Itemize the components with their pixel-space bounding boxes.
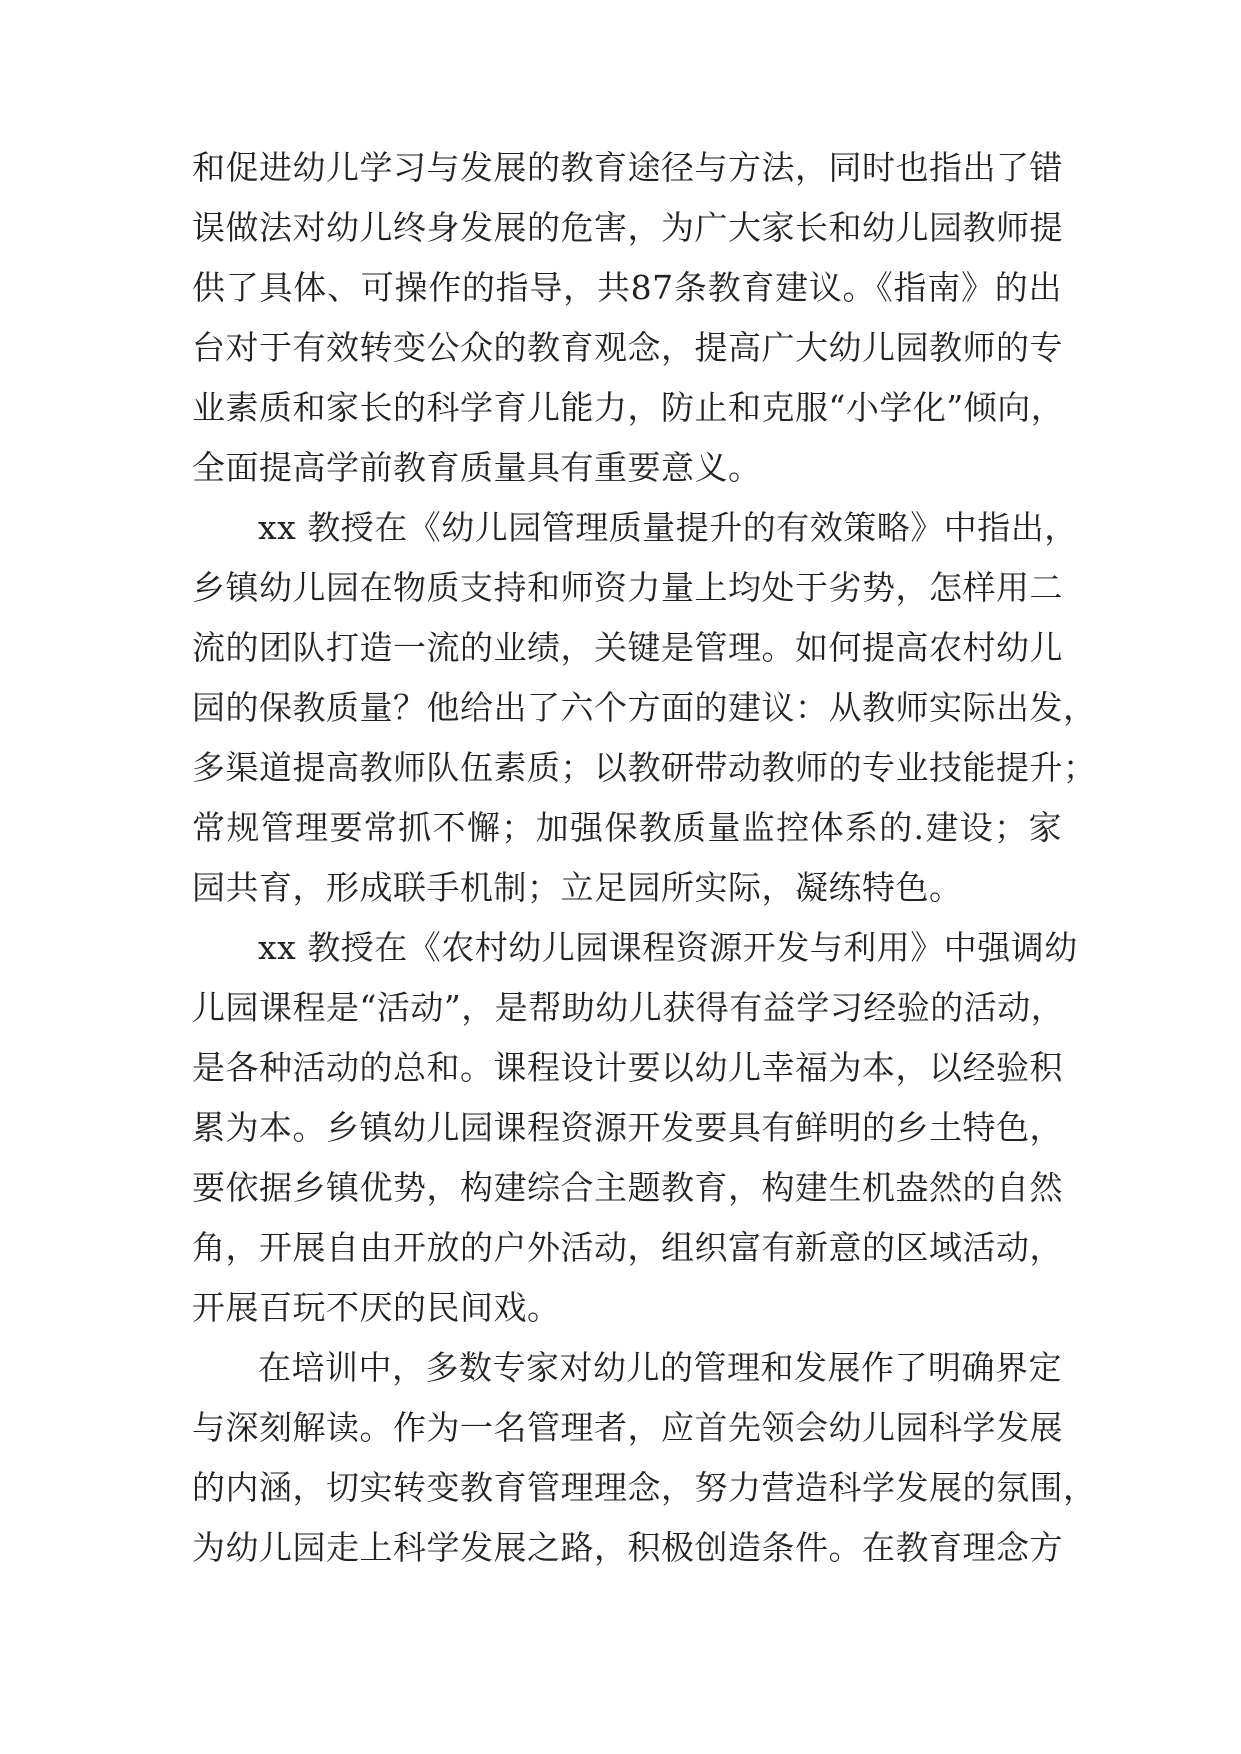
text-line: 常规管理要常抓不懈；加强保教质量监控体系的.建设；家 (192, 808, 1062, 847)
text-line: 供了具体、可操作的指导，共87条教育建议。《指南》的出 (192, 268, 1062, 307)
text-line: 园的保教质量？他给出了六个方面的建议：从教师实际出发， (192, 688, 1097, 727)
text-line: 乡镇幼儿园在物质支持和师资力量上均处于劣势，怎样用二 (192, 568, 1063, 607)
text-line: xx 教授在《农村幼儿园课程资源开发与利用》中强调幼 (258, 928, 1078, 967)
text-line: 多渠道提高教师队伍素质；以教研带动教师的专业技能提升； (192, 748, 1097, 787)
text-line: 儿园课程是“活动”，是帮助幼儿获得有益学习经验的活动， (192, 988, 1065, 1027)
paragraph (192, 498, 1097, 918)
paragraph (192, 1338, 1097, 1578)
text-line: 和促进幼儿学习与发展的教育途径与方法，同时也指出了错 (192, 148, 1063, 187)
text-line: 要依据乡镇优势，构建综合主题教育，构建生机盎然的自然 (192, 1168, 1063, 1207)
text-line: 开展百玩不厌的民间戏。 (192, 1288, 561, 1327)
text-line: 角，开展自由开放的户外活动，组织富有新意的区域活动， (192, 1228, 1063, 1267)
paragraph (192, 918, 1078, 1338)
text-line: 是各种活动的总和。课程设计要以幼儿幸福为本，以经验积 (192, 1048, 1063, 1087)
text-line: 流的团队打造一流的业绩，关键是管理。如何提高农村幼儿 (192, 628, 1063, 667)
text-line: 全面提高学前教育质量具有重要意义。 (192, 448, 762, 487)
text-line: xx 教授在《幼儿园管理质量提升的有效策略》中指出， (258, 508, 1078, 547)
text-line: 的内涵，切实转变教育管理理念，努力营造科学发展的氛围， (192, 1468, 1097, 1507)
paragraph (192, 138, 1065, 498)
document-body (192, 138, 1097, 1578)
text-line: 台对于有效转变公众的教育观念，提高广大幼儿园教师的专 (192, 328, 1063, 367)
text-line: 业素质和家长的科学育儿能力，防止和克服“小学化”倾向， (192, 388, 1065, 427)
text-line: 在培训中，多数专家对幼儿的管理和发展作了明确界定 (258, 1348, 1062, 1387)
text-line: 误做法对幼儿终身发展的危害，为广大家长和幼儿园教师提 (192, 208, 1063, 247)
text-line: 为幼儿园走上科学发展之路，积极创造条件。在教育理念方 (192, 1528, 1063, 1567)
text-line: 园共育，形成联手机制；立足园所实际，凝练特色。 (192, 868, 963, 907)
text-line: 与深刻解读。作为一名管理者，应首先领会幼儿园科学发展 (192, 1408, 1063, 1447)
text-line: 累为本。乡镇幼儿园课程资源开发要具有鲜明的乡土特色， (192, 1108, 1063, 1147)
